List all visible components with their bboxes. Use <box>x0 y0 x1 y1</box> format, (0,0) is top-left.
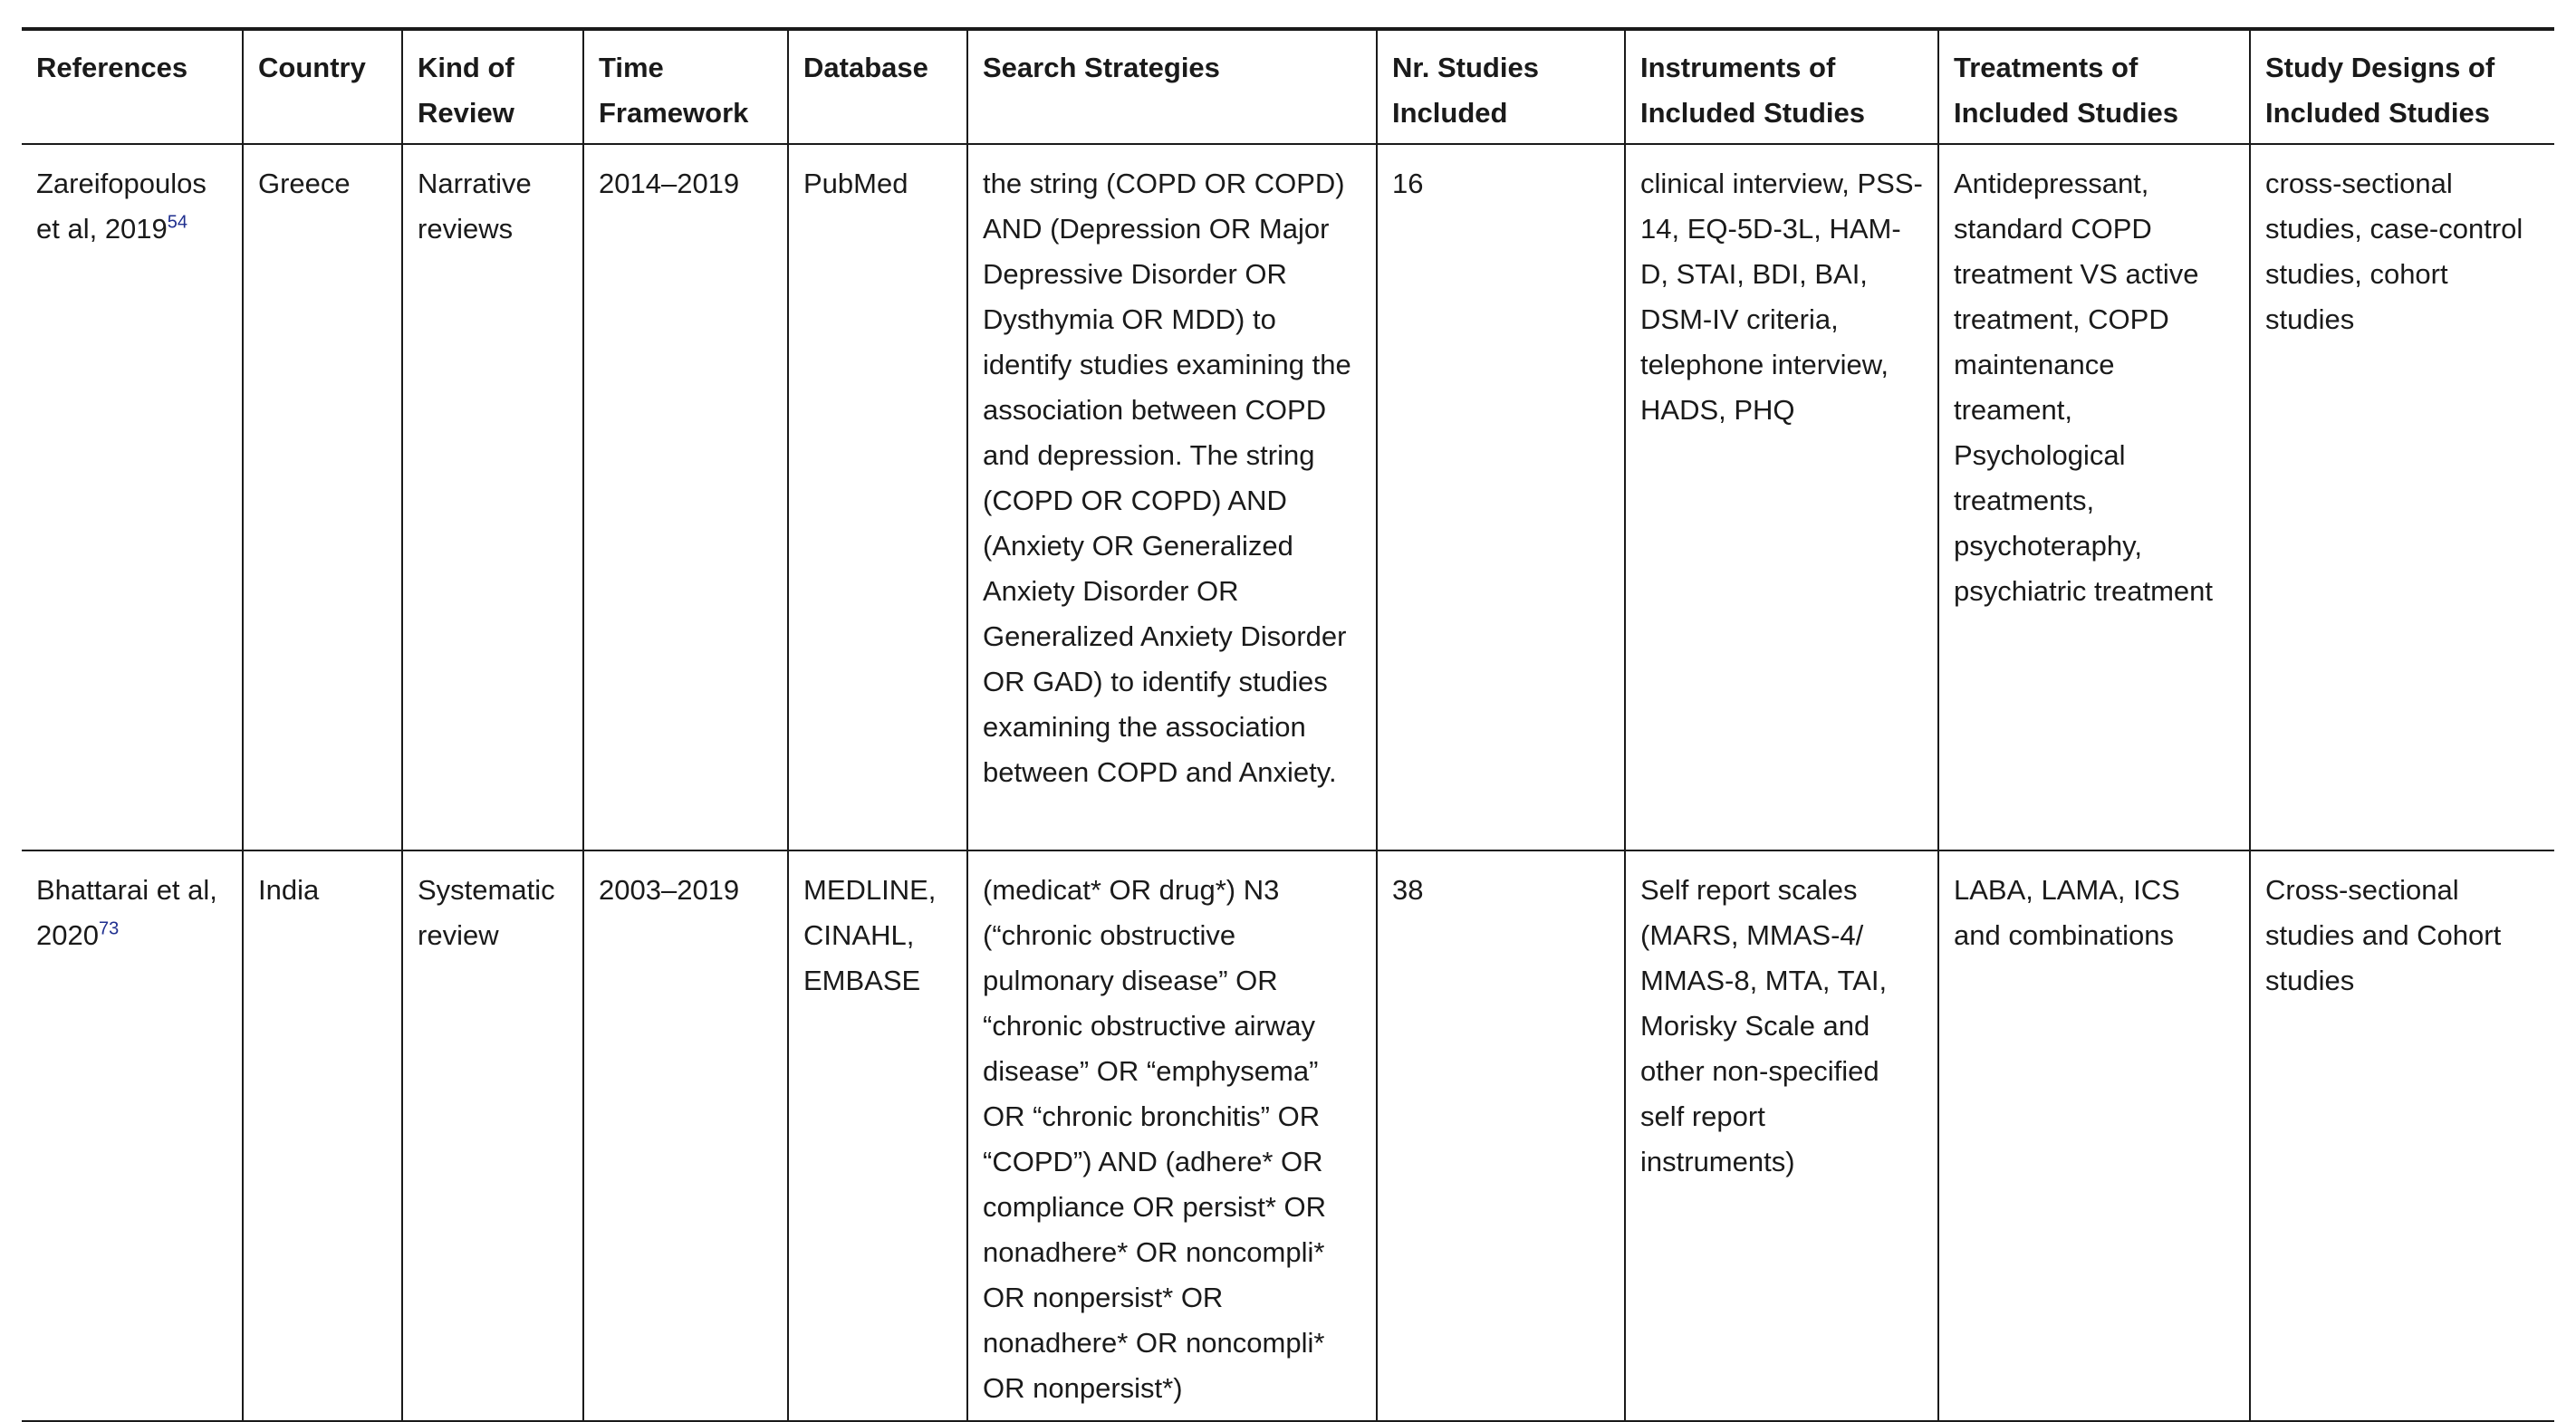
header-study-designs: Study Designs of Included Studies <box>2250 29 2554 144</box>
cell-nr-studies: 38 <box>1377 850 1625 1421</box>
cell-reference <box>22 850 243 1421</box>
cell-kind-of-review: Narrative reviews <box>402 144 583 850</box>
cell-treatments: LABA, LAMA, ICS and combinations <box>1938 850 2250 1421</box>
reference-text: Zareifopoulos et al, 2019 <box>36 168 207 245</box>
cell-time-framework: 2003–2019 <box>583 850 788 1421</box>
reference-citation[interactable]: 54 <box>167 212 188 233</box>
header-references: References <box>22 29 243 144</box>
header-treatments: Treatments of Included Studies <box>1938 29 2250 144</box>
header-row <box>22 29 2554 144</box>
review-table-container <box>22 27 2554 1422</box>
table-row <box>22 144 2554 850</box>
header-time-framework: Time Framework <box>583 29 788 144</box>
table-body <box>22 144 2554 1421</box>
cell-database: PubMed <box>788 144 967 850</box>
cell-reference <box>22 144 243 850</box>
header-search-strategies: Search Strategies <box>967 29 1377 144</box>
cell-study-designs: Cross-sectional studies and Cohort studies <box>2250 850 2554 1421</box>
cell-kind-of-review: Systematic review <box>402 850 583 1421</box>
cell-country: India <box>243 850 402 1421</box>
header-instruments: Instruments of Included Studies <box>1625 29 1938 144</box>
cell-nr-studies: 16 <box>1377 144 1625 850</box>
header-database: Database <box>788 29 967 144</box>
review-table <box>22 27 2554 1422</box>
cell-database: MEDLINE, CINAHL, EMBASE <box>788 850 967 1421</box>
cell-study-designs: cross-sectional studies, case-control studies, cohort studies <box>2250 144 2554 850</box>
table-row <box>22 850 2554 1421</box>
header-nr-studies: Nr. Studies Included <box>1377 29 1625 144</box>
cell-time-framework: 2014–2019 <box>583 144 788 850</box>
cell-search-strategies: (medicat* OR drug*) N3 (“chronic obstructive pulmonary disease” OR “chronic obstructive airway disease” OR “emphysema” OR “chronic bronchitis” OR “COPD”) AND (adhere* OR compliance OR persist* OR nonadhere* OR noncompli* OR nonpersist* OR nonadhere* OR noncompli* OR nonpersist*) <box>967 850 1377 1421</box>
header-country: Country <box>243 29 402 144</box>
cell-treatments: Antidepressant, standard COPD treatment VS active treatment, COPD maintenance treament, Psychological treatments, psychoteraphy, psychiatric treatment <box>1938 144 2250 850</box>
header-kind-of-review: Kind of Review <box>402 29 583 144</box>
table-header <box>22 29 2554 144</box>
reference-text: Bhattarai et al, 2020 <box>36 874 217 951</box>
cell-instruments: Self report scales (MARS, MMAS-4/ MMAS-8, MTA, TAI, Morisky Scale and other non-specified self report instruments) <box>1625 850 1938 1421</box>
cell-search-strategies: the string (COPD OR COPD) AND (Depression OR Major Depressive Disorder OR Dysthymia OR MDD) to identify studies examining the association between COPD and depression. The string (COPD OR COPD) AND (Anxiety OR Generalized Anxiety Disorder OR Generalized Anxiety Disorder OR GAD) to identify studies examining the association between COPD and Anxiety. <box>967 144 1377 850</box>
reference-citation[interactable]: 73 <box>98 918 120 939</box>
cell-country: Greece <box>243 144 402 850</box>
cell-instruments: clinical interview, PSS-14, EQ-5D-3L, HAM-D, STAI, BDI, BAI, DSM-IV criteria, telephone interview, HADS, PHQ <box>1625 144 1938 850</box>
